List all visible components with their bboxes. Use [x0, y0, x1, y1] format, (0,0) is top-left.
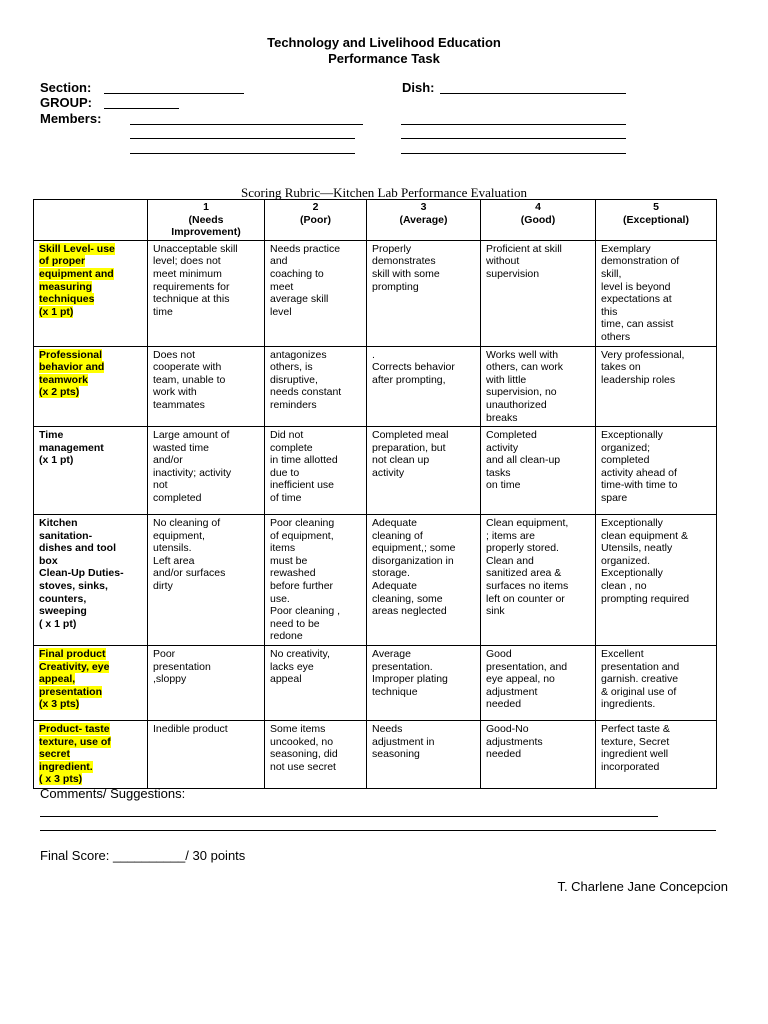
rubric-cell-3: Average presentation. Improper plating technique [367, 646, 481, 721]
comments-line-1 [40, 816, 658, 817]
rubric-cell-1: No cleaning of equipment, utensils. Left area and/or surfaces dirty [148, 515, 265, 646]
rubric-criterion-cell [34, 346, 148, 427]
rubric-row-time-management [34, 427, 717, 515]
rubric-cell-3: Completed meal preparation, but not clean up activity [367, 427, 481, 515]
rubric-cell-1: Large amount of wasted time and/or inactivity; activity not completed [148, 427, 265, 515]
members-blank-line-5 [130, 153, 355, 154]
final-score-blank: __________ [112, 848, 186, 863]
final-score-total: / 30 points [185, 848, 246, 863]
criterion-final-product: Final product Creativity, eye appeal, presentation (x 3 pts) [39, 648, 110, 711]
rubric-header-row [34, 200, 717, 241]
rubric-criterion-cell [34, 515, 148, 646]
col-2-name: (Poor) [300, 213, 331, 226]
rubric-cell-1: Does not cooperate with team, unable to work with teammates [148, 346, 265, 427]
col-1-number: 1 [203, 201, 209, 213]
criterion-time-management: Time management (x 1 pt) [39, 429, 104, 467]
rubric-cell-4: Good presentation, and eye appeal, no adjustment needed [481, 646, 596, 721]
rubric-cell-4: Clean equipment, ; items are properly stored. Clean and sanitized area & surfaces no items left on counter or sink [481, 515, 596, 646]
section-blank-line [104, 93, 244, 94]
rubric-caption: Scoring Rubric—Kitchen Lab Performance Evaluation [241, 185, 527, 200]
rubric-cell-3: . Corrects behavior after prompting, [367, 346, 481, 427]
rubric-cell-2: Some items uncooked, no seasoning, did not use secret [265, 721, 367, 789]
rubric-cell-3: Adequate cleaning of equipment,; some disorganization in storage. Adequate cleaning, some areas neglected [367, 515, 481, 646]
rubric-cell-5: Exemplary demonstration of skill, level is beyond expectations at this time, can assist others [596, 240, 717, 346]
group-blank-line [104, 108, 179, 109]
comments-label: Comments/ Suggestions: [40, 786, 186, 801]
rubric-header-col-1 [148, 200, 265, 241]
rubric-cell-4: Completed activity and all clean-up tasks on time [481, 427, 596, 515]
rubric-row-final-product [34, 646, 717, 721]
col-1-name: (Needs Improvement) [171, 213, 241, 239]
criterion-product-taste: Product- taste texture, use of secret ingredient. ( x 3 pts) [39, 723, 111, 786]
rubric-row-professional-behavior [34, 346, 717, 427]
rubric-cell-2: antagonizes others, is disruptive, needs constant reminders [265, 346, 367, 427]
rubric-cell-5: Excellent presentation and garnish. creative & original use of ingredients. [596, 646, 717, 721]
members-blank-line-3 [130, 138, 355, 139]
rubric-criterion-cell [34, 427, 148, 515]
col-2-number: 2 [312, 201, 319, 213]
col-3-number: 3 [420, 201, 427, 213]
rubric-header-col-3 [367, 200, 481, 241]
col-5-name: (Exceptional) [623, 213, 689, 226]
section-label: Section: [40, 80, 92, 95]
criterion-kitchen-sanitation: Kitchen sanitation- dishes and tool box Clean-Up Duties- stoves, sinks, counters, sweeping ( x 1 pt) [39, 517, 124, 630]
rubric-cell-3: Needs adjustment in seasoning [367, 721, 481, 789]
members-blank-line-6 [401, 153, 626, 154]
group-label: GROUP: [40, 95, 92, 110]
col-4-number: 4 [535, 201, 541, 213]
criterion-skill-level: Skill Level- use of proper equipment and measuring techniques (x 1 pt) [39, 242, 115, 318]
rubric-cell-2: No creativity, lacks eye appeal [265, 646, 367, 721]
final-score-label: Final Score: [40, 848, 113, 863]
dish-blank-line [440, 93, 626, 94]
members-label: Members: [40, 111, 102, 126]
rubric-row-kitchen-sanitation [34, 515, 717, 646]
rubric-row-product-taste [34, 721, 717, 789]
col-5-number: 5 [653, 201, 659, 213]
rubric-header-col-5 [596, 200, 717, 241]
members-blank-line-4 [401, 138, 626, 139]
criterion-professional-behavior: Professional behavior and teamwork (x 2 pts) [39, 348, 105, 399]
col-3-name: (Average) [399, 213, 448, 226]
members-blank-line-1 [130, 124, 363, 125]
rubric-criterion-cell [34, 646, 148, 721]
rubric-cell-2: Needs practice and coaching to meet average skill level [265, 240, 367, 346]
rubric-cell-5: Exceptionally clean equipment & Utensils, neatly organized. Exceptionally clean , no prompting required [596, 515, 717, 646]
document-title: Technology and Livelihood Education [267, 35, 501, 50]
rubric-cell-4: Proficient at skill without supervision [481, 240, 596, 346]
rubric-cell-1: Unacceptable skill level; does not meet minimum requirements for technique at this time [148, 240, 265, 346]
col-4-name: (Good) [520, 213, 556, 226]
rubric-cell-5: Exceptionally organized; completed activity ahead of time-with time to spare [596, 427, 717, 515]
dish-label: Dish: [402, 80, 435, 95]
members-blank-line-2 [401, 124, 626, 125]
rubric-row-skill-level [34, 240, 717, 346]
rubric-table [33, 199, 717, 789]
rubric-cell-2: Poor cleaning of equipment, items must be rewashed before further use. Poor cleaning , need to be redone [265, 515, 367, 646]
rubric-header-col-2 [265, 200, 367, 241]
rubric-cell-1: Poor presentation ,sloppy [148, 646, 265, 721]
author-name: T. Charlene Jane Concepcion [557, 879, 728, 894]
rubric-header-col-4 [481, 200, 596, 241]
rubric-cell-4: Good-No adjustments needed [481, 721, 596, 789]
document-subtitle: Performance Task [328, 51, 440, 66]
rubric-cell-2: Did not complete in time allotted due to inefficient use of time [265, 427, 367, 515]
rubric-header-corner [34, 200, 148, 241]
rubric-cell-3: Properly demonstrates skill with some prompting [367, 240, 481, 346]
final-score-row [40, 848, 245, 863]
rubric-cell-1: Inedible product [148, 721, 265, 789]
rubric-criterion-cell [34, 721, 148, 789]
comments-line-2 [40, 830, 716, 831]
rubric-criterion-cell [34, 240, 148, 346]
rubric-cell-4: Works well with others, can work with little supervision, no unauthorized breaks [481, 346, 596, 427]
rubric-cell-5: Perfect taste & texture, Secret ingredient well incorporated [596, 721, 717, 789]
rubric-cell-5: Very professional, takes on leadership roles [596, 346, 717, 427]
